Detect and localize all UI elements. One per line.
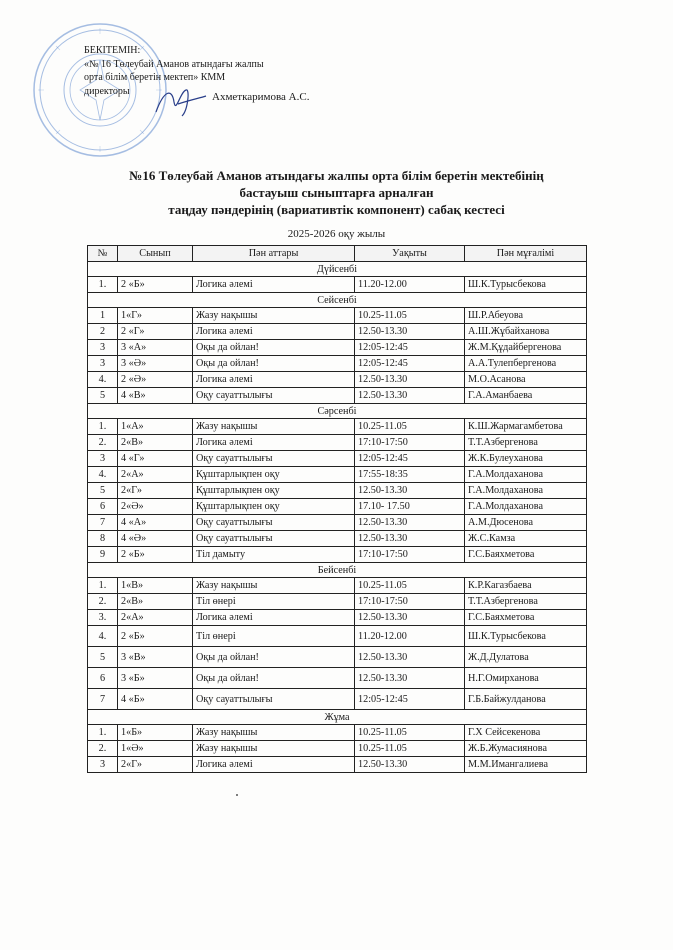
day-header-row	[88, 710, 587, 725]
cell-time: 17.10- 17.50	[355, 499, 465, 515]
cell-teacher: К.Р.Кагазбаева	[465, 578, 587, 594]
cell-time: 10.25-11.05	[355, 725, 465, 741]
cell-number: 6	[88, 499, 118, 515]
cell-subject: Құштарлықпен оқу	[193, 499, 355, 515]
cell-teacher: А.М.Дюсенова	[465, 515, 587, 531]
cell-number: 4.	[88, 626, 118, 647]
table-row	[88, 689, 587, 710]
table-row	[88, 340, 587, 356]
cell-teacher: Ж.К.Булеуханова	[465, 451, 587, 467]
cell-teacher: Г.Б.Байжулданова	[465, 689, 587, 710]
cell-teacher: Ж.М.Құдайбергенова	[465, 340, 587, 356]
cell-subject: Құштарлықпен оқу	[193, 467, 355, 483]
cell-class: 4 «Б»	[118, 689, 193, 710]
cell-class: 4 «Г»	[118, 451, 193, 467]
schedule-table	[87, 245, 587, 773]
cell-number: 4.	[88, 372, 118, 388]
cell-number: 9	[88, 547, 118, 563]
cell-subject: Оқы да ойлан!	[193, 647, 355, 668]
cell-subject: Логика әлемі	[193, 435, 355, 451]
cell-number: 8	[88, 531, 118, 547]
cell-class: 3 «А»	[118, 340, 193, 356]
cell-number: 2.	[88, 594, 118, 610]
header-number: №	[88, 246, 118, 262]
cell-time: 12.50-13.30	[355, 324, 465, 340]
cell-number: 1.	[88, 725, 118, 741]
cell-time: 12.50-13.30	[355, 757, 465, 773]
day-name: Сейсенбі	[88, 293, 587, 308]
table-row	[88, 419, 587, 435]
cell-subject: Логика әлемі	[193, 610, 355, 626]
cell-class: 1«В»	[118, 578, 193, 594]
cell-teacher: Г.А.Молдаханова	[465, 483, 587, 499]
cell-number: 2	[88, 324, 118, 340]
cell-class: 2«В»	[118, 594, 193, 610]
cell-class: 2 «Б»	[118, 277, 193, 293]
cell-time: 17:10-17:50	[355, 594, 465, 610]
day-name: Бейсенбі	[88, 563, 587, 578]
cell-class: 2«Г»	[118, 483, 193, 499]
cell-time: 12.50-13.30	[355, 668, 465, 689]
table-row	[88, 277, 587, 293]
cell-teacher: Г.А.Аманбаева	[465, 388, 587, 404]
cell-time: 12.50-13.30	[355, 388, 465, 404]
cell-class: 1«Ә»	[118, 741, 193, 757]
cell-time: 12.50-13.30	[355, 531, 465, 547]
cell-number: 6	[88, 668, 118, 689]
cell-class: 1«Б»	[118, 725, 193, 741]
cell-subject: Оқу сауаттылығы	[193, 451, 355, 467]
cell-teacher: Г.С.Баяхметова	[465, 547, 587, 563]
header-time: Уақыты	[355, 246, 465, 262]
table-row	[88, 547, 587, 563]
day-header-row	[88, 262, 587, 277]
cell-teacher: Ж.Д.Дулатова	[465, 647, 587, 668]
table-row	[88, 435, 587, 451]
cell-subject: Жазу нақышы	[193, 725, 355, 741]
table-row	[88, 467, 587, 483]
approval-school-line1: «№ 16 Төлеубай Аманов атындағы жалпы	[84, 58, 264, 70]
cell-subject: Оқу сауаттылығы	[193, 388, 355, 404]
cell-subject: Оқу сауаттылығы	[193, 531, 355, 547]
cell-time: 10.25-11.05	[355, 308, 465, 324]
cell-teacher: К.Ш.Жармагамбетова	[465, 419, 587, 435]
table-row	[88, 499, 587, 515]
cell-class: 2«А»	[118, 467, 193, 483]
table-row	[88, 451, 587, 467]
document-title	[0, 167, 673, 218]
cell-number: 7	[88, 515, 118, 531]
approval-heading: БЕКІТЕМІН:	[84, 45, 141, 56]
header-subject: Пән аттары	[193, 246, 355, 262]
cell-time: 12:05-12:45	[355, 340, 465, 356]
cell-class: 2«В»	[118, 435, 193, 451]
cell-number: 3	[88, 356, 118, 372]
cell-time: 12.50-13.30	[355, 647, 465, 668]
cell-time: 12.50-13.30	[355, 515, 465, 531]
cell-teacher: Ш.К.Турысбекова	[465, 277, 587, 293]
cell-teacher: Т.Т.Азбергенова	[465, 435, 587, 451]
cell-time: 11.20-12.00	[355, 626, 465, 647]
title-line-2: бастауыш сыныптарға арналған	[239, 185, 434, 200]
director-name: Ахметкаримова А.С.	[212, 91, 310, 103]
cell-teacher: А.А.Тулепбергенова	[465, 356, 587, 372]
cell-time: 12.50-13.30	[355, 372, 465, 388]
table-row	[88, 594, 587, 610]
table-row	[88, 647, 587, 668]
table-row	[88, 610, 587, 626]
cell-number: 1.	[88, 578, 118, 594]
cell-class: 3 «Б»	[118, 668, 193, 689]
table-row	[88, 757, 587, 773]
cell-class: 2«Ә»	[118, 499, 193, 515]
cell-subject: Жазу нақышы	[193, 308, 355, 324]
cell-class: 3 «Ә»	[118, 356, 193, 372]
cell-teacher: Ж.Б.Жумасиянова	[465, 741, 587, 757]
cell-number: 4.	[88, 467, 118, 483]
table-row	[88, 308, 587, 324]
cell-class: 2«Г»	[118, 757, 193, 773]
day-header-row	[88, 293, 587, 308]
cell-teacher: Ш.К.Турысбекова	[465, 626, 587, 647]
table-row	[88, 741, 587, 757]
cell-time: 11.20-12.00	[355, 277, 465, 293]
cell-class: 2 «Ә»	[118, 372, 193, 388]
day-header-row	[88, 404, 587, 419]
cell-subject: Тіл өнері	[193, 594, 355, 610]
cell-subject: Логика әлемі	[193, 324, 355, 340]
cell-time: 10.25-11.05	[355, 419, 465, 435]
approval-block	[84, 44, 404, 103]
cell-class: 1«Г»	[118, 308, 193, 324]
cell-teacher: Ж.С.Камза	[465, 531, 587, 547]
cell-subject: Оқу сауаттылығы	[193, 515, 355, 531]
header-teacher: Пән мұғалімі	[465, 246, 587, 262]
cell-class: 2«А»	[118, 610, 193, 626]
cell-teacher: М.О.Асанова	[465, 372, 587, 388]
cell-teacher: Т.Т.Азбергенова	[465, 594, 587, 610]
cell-subject: Логика әлемі	[193, 372, 355, 388]
cell-time: 17:55-18:35	[355, 467, 465, 483]
title-line-1: №16 Төлеубай Аманов атындағы жалпы орта білім беретін мектебінің	[129, 168, 544, 183]
cell-class: 4 «Ә»	[118, 531, 193, 547]
cell-class: 4 «А»	[118, 515, 193, 531]
cell-subject: Оқы да ойлан!	[193, 356, 355, 372]
cell-number: 3	[88, 757, 118, 773]
cell-subject: Оқу сауаттылығы	[193, 689, 355, 710]
cell-subject: Логика әлемі	[193, 277, 355, 293]
cell-teacher: Г.С.Баяхметова	[465, 610, 587, 626]
cell-teacher: Г.А.Молдаханова	[465, 499, 587, 515]
table-row	[88, 668, 587, 689]
cell-time: 17:10-17:50	[355, 435, 465, 451]
cell-class: 1«А»	[118, 419, 193, 435]
cell-class: 2 «Б»	[118, 547, 193, 563]
cell-class: 2 «Б»	[118, 626, 193, 647]
cell-time: 10.25-11.05	[355, 741, 465, 757]
table-row	[88, 372, 587, 388]
academic-year: 2025-2026 оқу жылы	[287, 228, 386, 240]
cell-number: 1	[88, 308, 118, 324]
cell-time: 12:05-12:45	[355, 689, 465, 710]
cell-time: 12.50-13.30	[355, 483, 465, 499]
cell-teacher: Н.Г.Омирханова	[465, 668, 587, 689]
table-row	[88, 626, 587, 647]
cell-number: 5	[88, 647, 118, 668]
cell-number: 1.	[88, 419, 118, 435]
cell-teacher: М.М.Имангалиева	[465, 757, 587, 773]
day-name: Жұма	[88, 710, 587, 725]
director-signature	[150, 82, 210, 122]
scan-speck	[236, 794, 238, 796]
cell-subject: Жазу нақышы	[193, 741, 355, 757]
cell-subject: Құштарлықпен оқу	[193, 483, 355, 499]
cell-subject: Жазу нақышы	[193, 419, 355, 435]
cell-time: 12:05-12:45	[355, 356, 465, 372]
approval-position: директоры	[84, 85, 130, 97]
cell-time: 17:10-17:50	[355, 547, 465, 563]
cell-class: 2 «Г»	[118, 324, 193, 340]
day-name: Сәрсенбі	[88, 404, 587, 419]
cell-subject: Тіл дамыту	[193, 547, 355, 563]
cell-number: 3.	[88, 610, 118, 626]
table-row	[88, 515, 587, 531]
table-row	[88, 356, 587, 372]
table-row	[88, 388, 587, 404]
cell-teacher: А.Ш.Жұбайханова	[465, 324, 587, 340]
cell-subject: Жазу нақышы	[193, 578, 355, 594]
schedule-body	[88, 262, 587, 773]
cell-number: 1.	[88, 277, 118, 293]
cell-time: 10.25-11.05	[355, 578, 465, 594]
cell-class: 4 «В»	[118, 388, 193, 404]
header-class: Сынып	[118, 246, 193, 262]
cell-time: 12:05-12:45	[355, 451, 465, 467]
cell-number: 7	[88, 689, 118, 710]
cell-subject: Оқы да ойлан!	[193, 340, 355, 356]
cell-number: 3	[88, 451, 118, 467]
cell-time: 12.50-13.30	[355, 610, 465, 626]
day-header-row	[88, 563, 587, 578]
title-line-3: таңдау пәндерінің (вариативтік компонент) сабақ кестесі	[168, 202, 505, 217]
cell-teacher: Г.А.Молдаханова	[465, 467, 587, 483]
cell-number: 2.	[88, 741, 118, 757]
table-header-row	[88, 246, 587, 262]
cell-number: 5	[88, 483, 118, 499]
cell-subject: Оқы да ойлан!	[193, 668, 355, 689]
table-row	[88, 483, 587, 499]
table-row	[88, 578, 587, 594]
cell-subject: Логика әлемі	[193, 757, 355, 773]
table-row	[88, 531, 587, 547]
day-name: Дүйсенбі	[88, 262, 587, 277]
cell-class: 3 «В»	[118, 647, 193, 668]
cell-subject: Тіл өнері	[193, 626, 355, 647]
cell-teacher: Ш.Р.Абеуова	[465, 308, 587, 324]
cell-number: 5	[88, 388, 118, 404]
table-row	[88, 725, 587, 741]
cell-number: 2.	[88, 435, 118, 451]
approval-school-line2: орта білім беретін мектеп» КММ	[84, 72, 226, 83]
table-row	[88, 324, 587, 340]
cell-number: 3	[88, 340, 118, 356]
cell-teacher: Г.Х Сейсекенова	[465, 725, 587, 741]
